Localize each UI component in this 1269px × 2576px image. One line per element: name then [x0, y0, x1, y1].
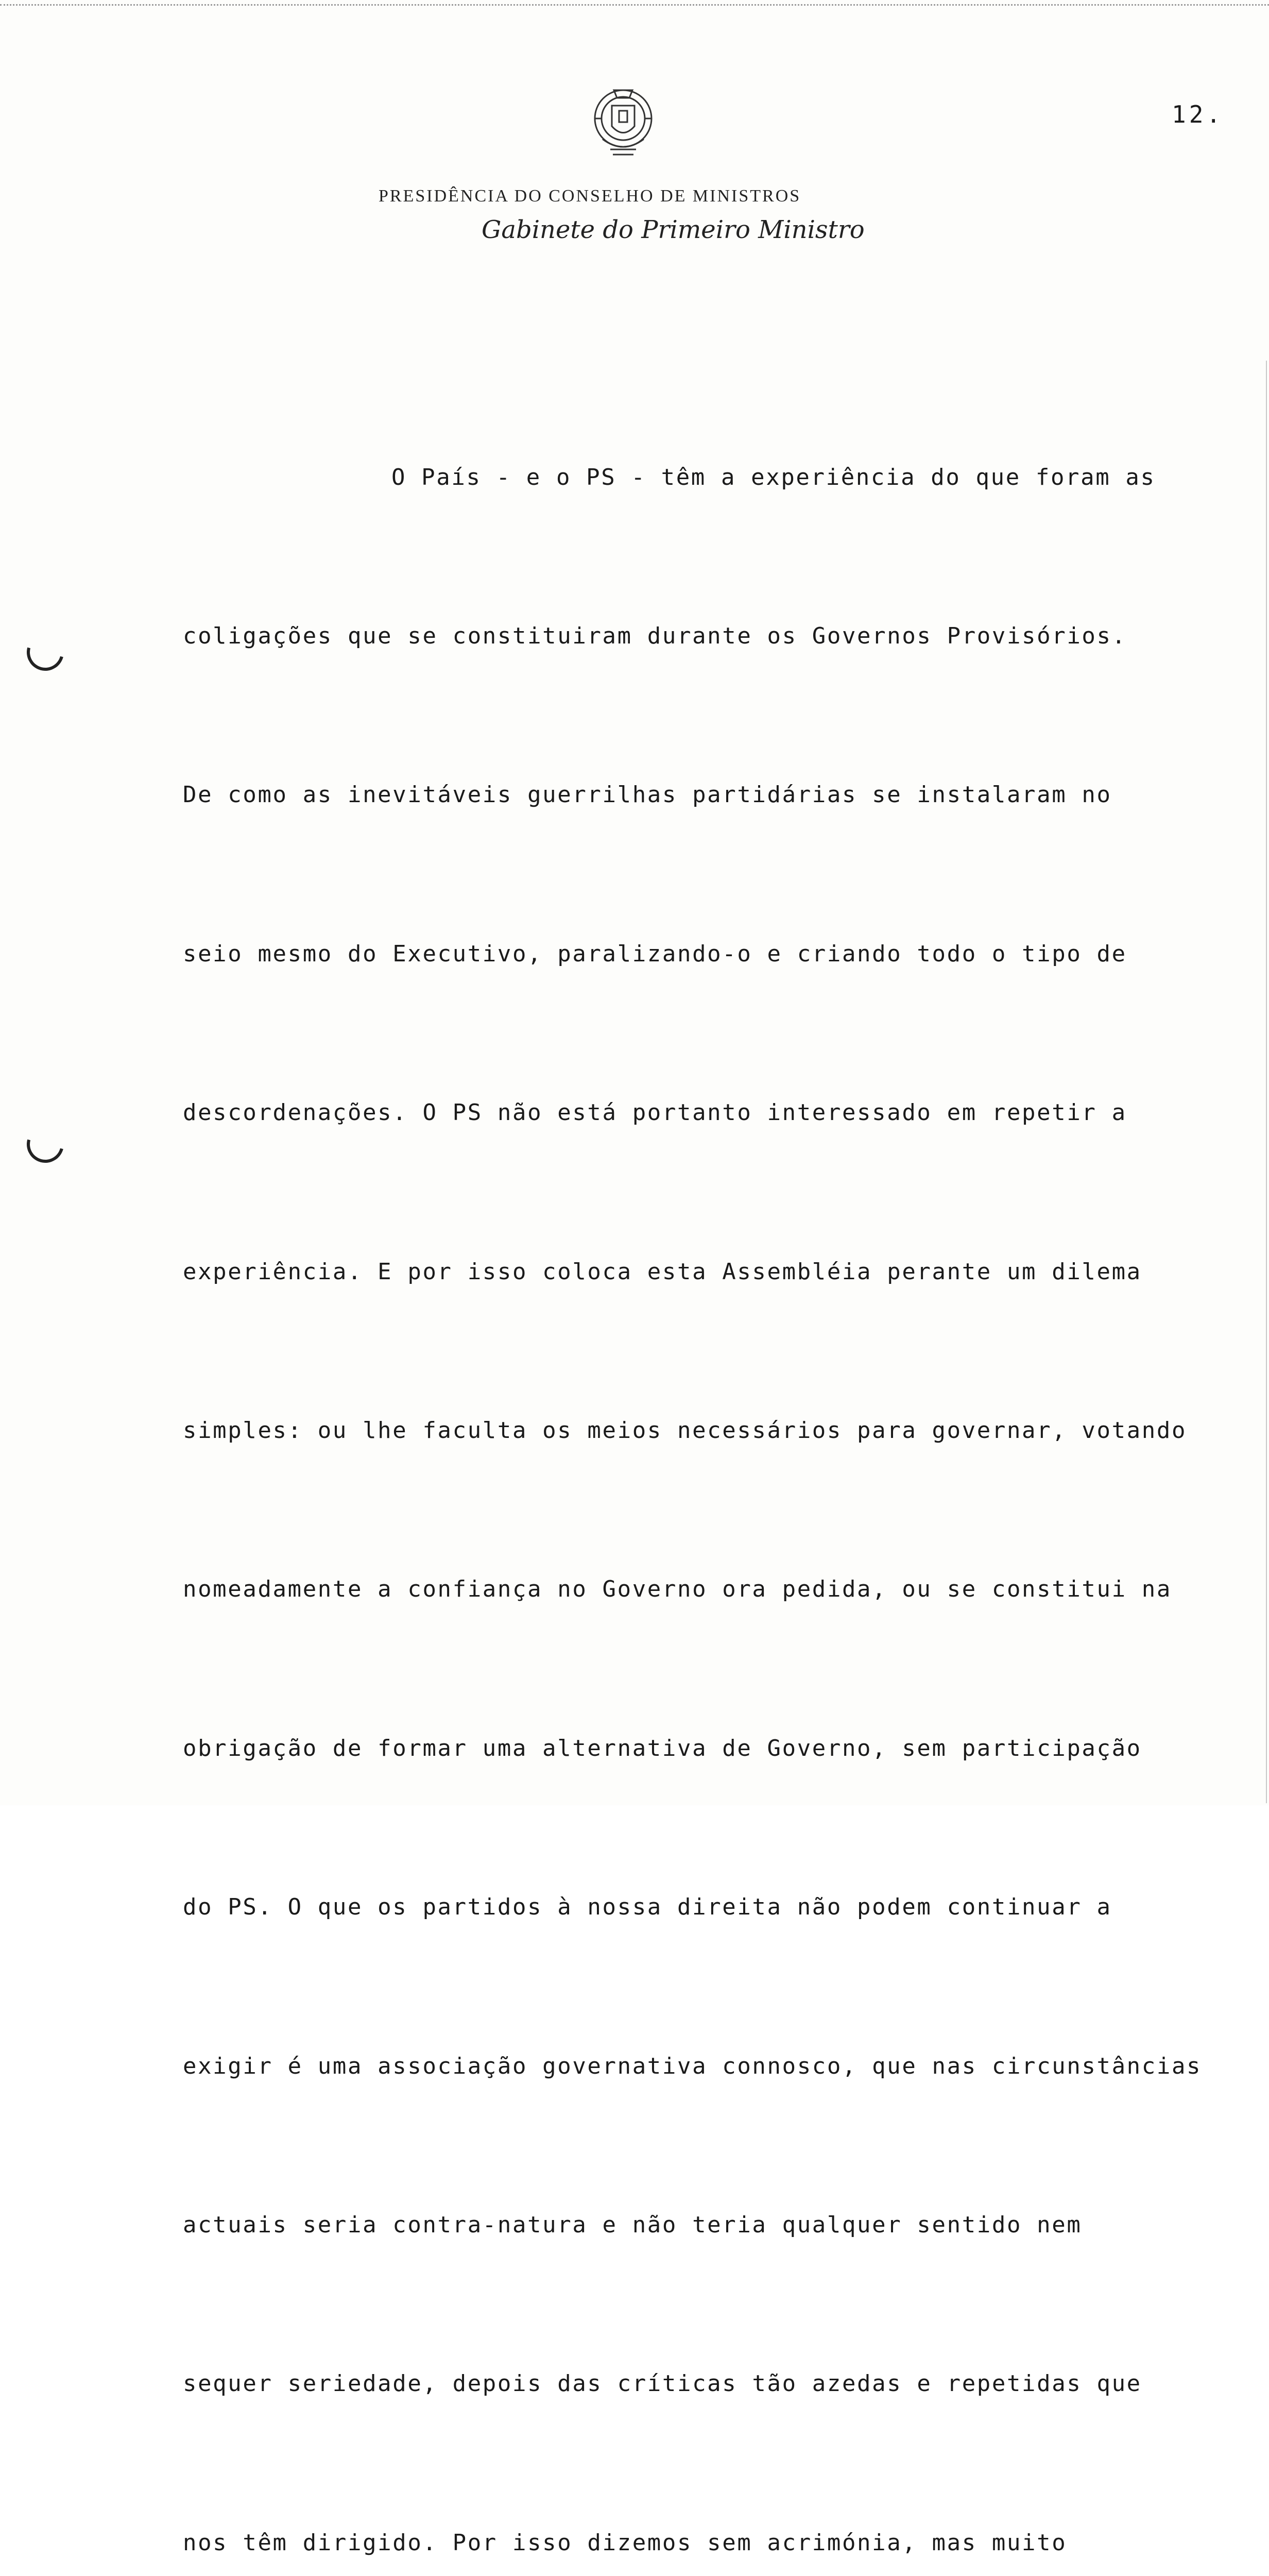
page-number: 12.	[1172, 100, 1224, 128]
text-line: exigir é uma associação governativa connosco, que nas circunstâncias	[183, 2053, 1202, 2079]
scan-edge-artifact	[0, 4, 1269, 9]
text-line: De como as inevitáveis guerrilhas partidárias se instalaram no	[183, 782, 1112, 808]
text-line: nomeadamente a confiança no Governo ora pedida, ou se constitui na	[183, 1576, 1172, 1603]
text-line: O País - e o PS - têm a experiência do que foram as	[391, 464, 1156, 490]
text-line: experiência. E por isso coloca esta Assembléia perante um dilema	[183, 1258, 1142, 1285]
text-line: simples: ou lhe faculta os meios necessários para governar, votando	[183, 1417, 1187, 1444]
text-line: nos têm dirigido. Por isso dizemos sem acrimónia, mas muito	[183, 2529, 1067, 2556]
scan-edge-artifact	[1266, 361, 1267, 1803]
text-line: seio mesmo do Executivo, paralizando-o e criando todo o tipo de	[183, 940, 1127, 967]
letterhead-title: PRESIDÊNCIA DO CONSELHO DE MINISTROS	[379, 187, 801, 206]
text-line: actuais seria contra-natura e não teria qualquer sentido nem	[183, 2211, 1082, 2238]
coat-of-arms-seal-icon	[582, 77, 664, 170]
body-text	[183, 345, 1244, 2576]
text-line: sequer seriedade, depois das críticas tão azedas e repetidas que	[183, 2370, 1142, 2397]
punch-hole-mark-icon	[20, 1119, 71, 1170]
text-line: coligações que se constituiram durante os Governos Provisórios.	[183, 622, 1127, 649]
text-line: descordenações. O PS não está portanto interessado em repetir a	[183, 1099, 1127, 1126]
text-line: do PS. O que os partidos à nossa direita não podem continuar a	[183, 1894, 1112, 1921]
letterhead-subtitle: Gabinete do Primeiro Ministro	[482, 215, 865, 244]
punch-hole-mark-icon	[20, 627, 71, 677]
text-line: obrigação de formar uma alternativa de Governo, sem participação	[183, 1735, 1142, 1761]
